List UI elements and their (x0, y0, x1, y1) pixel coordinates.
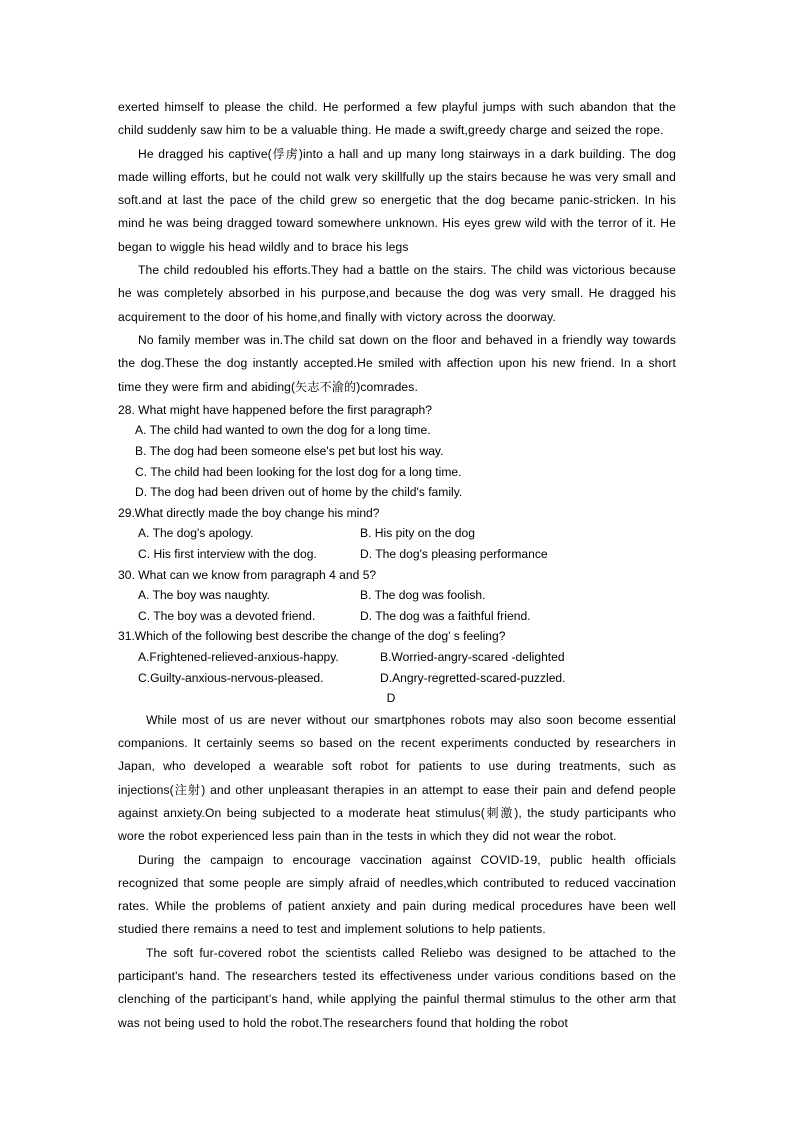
question-30-option-a[interactable]: A. The boy was naughty. (138, 588, 270, 603)
question-31-stem: 31.Which of the following best describe the change of the dog’ s feeling? (118, 629, 506, 644)
question-30-option-row-1 (118, 585, 676, 606)
question-28-option-d[interactable]: D. The dog had been driven out of home by the child's family. (135, 485, 463, 500)
question-28-option-a[interactable]: A. The child had wanted to own the dog for a long time. (135, 423, 431, 438)
question-31-option-row-1 (118, 647, 676, 668)
passage-paragraph-3: The child redoubled his efforts.They had a battle on the stairs. The child was victorious because he was completely absorbed in his purpose,and because the dog was very small. He dragged his acquirement to the door of his home,and finally with victory across the doorway. (118, 263, 676, 324)
question-29-option-b[interactable]: B. His pity on the dog (360, 526, 475, 541)
passage-paragraph-1: exerted himself to please the child. He performed a few playful jumps with such abandon that the child suddenly saw him to be a valuable thing. He made a swift,greedy charge and seized the rope. (118, 100, 676, 138)
question-29-stem: 29.What directly made the boy change his mind? (118, 505, 380, 520)
section-d-letter: D (386, 691, 396, 706)
question-30-option-c[interactable]: C. The boy was a devoted friend. (138, 608, 316, 623)
question-30-stem: 30. What can we know from paragraph 4 and 5? (118, 567, 377, 582)
question-31-option-b[interactable]: B.Worried-angry-scared -delighted (380, 649, 565, 664)
passage-paragraph-4: No family member was in.The child sat down on the floor and behaved in a friendly way towards the dog.These the dog instantly accepted.He smiled with affection upon his new friend. In a short time they were firm and abiding(矢志不渝的)comrades. (118, 332, 676, 394)
question-29-option-row-1 (118, 523, 676, 544)
question-29 (118, 503, 676, 565)
question-29-option-row-2 (118, 544, 676, 565)
passage-d-paragraph-3: The soft fur-covered robot the scientists called Reliebo was designed to be attached to the participant's hand. The researchers tested its effectiveness under various conditions based on the clenching of the participant’s hand, while applying the painful thermal stimulus to the other arm that was not being used to hold the robot.The researchers found that holding the robot (118, 945, 676, 1030)
question-28-option-c[interactable]: C. The child had been looking for the lost dog for a long time. (135, 464, 462, 479)
question-31-option-a[interactable]: A.Frightened-relieved-anxious-happy. (138, 649, 339, 664)
question-30-option-b[interactable]: B. The dog was foolish. (360, 588, 486, 603)
question-31 (118, 626, 676, 688)
passage-paragraph-2: He dragged his captive(俘虏)into a hall and up many long stairways in a dark building. The dog made willing efforts, but he could not walk very skillfully up the stairs because he was very small and soft.and at last the pace of the child grew so energetic that the dog became panic-stricken. In his mind he was being dragged toward somewhere unknown. His eyes grew wild with the terror of it. He began to wiggle his head wildly and to brace his legs (118, 146, 676, 254)
passage-d-paragraph-2: During the campaign to encourage vaccination against COVID-19, public health officials recognized that some people are simply afraid of needles,which contributed to reduced vaccination rates. While the problems of patient anxiety and pain during medical procedures have been well studied there remains a need to test and implement solutions to help patients. (118, 852, 676, 937)
question-31-option-d[interactable]: D.Angry-regretted-scared-puzzled. (380, 670, 566, 685)
question-31-option-row-2 (118, 668, 676, 689)
passage-d-paragraph-1: While most of us are never without our smartphones robots may also soon become essential companions. It certainly seems so based on the recent experiments conducted by researchers in Japan, who developed a wearable soft robot for patients to use during treatments, such as injections(注射) and other unpleasant therapies in an attempt to ease their pain and defend people against anxiety.On being subjected to a moderate heat stimulus(刺激), the study participants who wore the robot experienced less pain than in the tests in which they did not wear the robot. (118, 712, 676, 844)
passage-c (118, 96, 676, 399)
question-31-option-c[interactable]: C.Guilty-anxious-nervous-pleased. (138, 670, 324, 685)
question-29-option-d[interactable]: D. The dog's pleasing performance (360, 547, 548, 562)
question-29-option-a[interactable]: A. The dog's apology. (138, 526, 254, 541)
question-28-option-b[interactable]: B. The dog had been someone else's pet but lost his way. (135, 444, 444, 459)
question-28 (118, 400, 676, 503)
page-content (118, 96, 676, 1035)
question-30 (118, 565, 676, 627)
question-28-stem: 28. What might have happened before the first paragraph? (118, 402, 432, 417)
passage-d (118, 709, 676, 1035)
question-30-option-d[interactable]: D. The dog was a faithful friend. (360, 608, 531, 623)
question-30-option-row-2 (118, 606, 676, 627)
question-29-option-c[interactable]: C. His first interview with the dog. (138, 547, 317, 562)
